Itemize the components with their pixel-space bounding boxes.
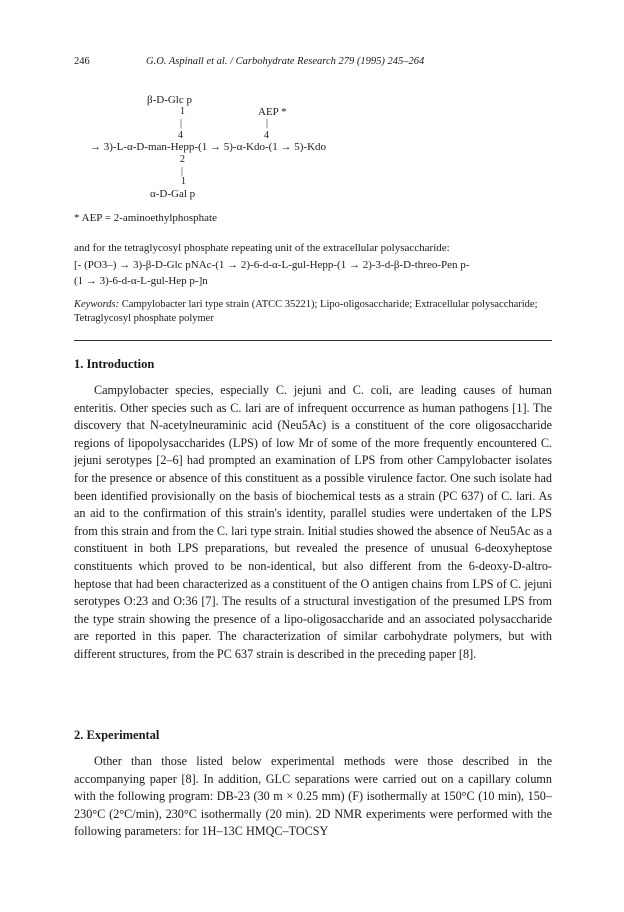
bond-position: 1	[181, 176, 186, 187]
keywords-text: Campylobacter lari type strain (ATCC 35221); Lipo-oligosaccharide; Extracellular polysaccharide; Tetraglycosyl phosphate polymer	[74, 299, 538, 324]
repeat-unit-line1: [- (PO3–) → 3)-β-D-Glc pNAc-(1 → 2)-6-d-α-L-gul-Hepp-(1 → 2)-3-d-β-D-threo-Pen p-	[74, 259, 470, 271]
section-heading-introduction: 1. Introduction	[74, 357, 155, 371]
bottom-sugar: α-D-Gal p	[150, 188, 196, 200]
branch-position: 2	[180, 154, 185, 165]
page-number: 246	[74, 56, 90, 67]
top-sugar: β-D-Glc p	[147, 94, 192, 106]
repeat-intro: and for the tetraglycosyl phosphate repeating unit of the extracellular polysaccharide:	[74, 242, 450, 254]
experimental-body	[74, 753, 552, 841]
backbone-chain: → 3)-L-α-D-man-Hepp-(1 → 5)-α-Kdo-(1 → 5)-Kdo	[90, 141, 327, 153]
separator-rule	[74, 340, 552, 341]
keywords	[74, 298, 552, 326]
bond-line: |	[181, 166, 184, 177]
link-position-right: 4	[264, 130, 269, 141]
link-position-left: 4	[178, 130, 183, 141]
running-title: G.O. Aspinall et al. / Carbohydrate Research 279 (1995) 245–264	[146, 56, 425, 67]
introduction-body	[74, 382, 552, 664]
bond-position: 1	[180, 106, 185, 117]
introduction-paragraph: Campylobacter species, especially C. jejuni and C. coli, are leading causes of human enteritis. Other species such as C. lari are of infrequent occurrence as human pathogens [1]. The discovery that N-acetylneuraminic acid (Neu5Ac) is a constituent of the core oligosaccharide regions of lipopolysaccharides (LPS) of low Mr of some of the more frequently encountered C. jejuni serotypes [2–6] had prompted an examination of LPS from other Campylobacter isolates for the presence or absence of this constituent as a possible virulence factor. One such isolate had been identified provisionally on the basis of biochemical tests as a strain (PC 637) of C. lari. As an aid to the confirmation of this strain's identity, parallel studies were undertaken of the LPS from this strain and from the C. lari type strain. Initial studies showed the absence of Neu5Ac as a constituent in both LPS preparations, but revealed the presence of unusual 6-deoxyheptose constituents which proved to be non-identical, but also different from the 6-deoxy-D-altro-heptose that had been characterized as a constituent of the O antigen chains from LPS of C. jejuni serotypes O:23 and O:36 [7]. The results of a structural investigation of the presumed LPS from the type strain showing the presence of a lipo-oligosaccharide and an associated polysaccharide are reported in this paper. The characterization of similar carbohydrate polymers, but with different structures, from the PC 637 strain is described in the preceding paper [8].	[74, 383, 552, 661]
section-heading-experimental: 2. Experimental	[74, 728, 160, 742]
bond-line: |	[266, 118, 269, 129]
experimental-paragraph: Other than those listed below experimental methods were those described in the accompanying paper [8]. In addition, GLC separations were carried out on a capillary column with the following program: DB-23 (30 m × 0.25 mm) (F) isothermally at 150°C (10 min), 150–230°C (2°C/min), 230°C isothermally (20 min). 2D NMR experiments were performed with the following parameters: for 1H–13C HMQC–TOCSY	[74, 754, 552, 839]
bond-line: |	[180, 118, 183, 129]
scheme-footnote: * AEP = 2-aminoethylphosphate	[74, 212, 217, 224]
aep-label: AEP *	[258, 106, 287, 118]
repeat-unit-line2: (1 → 3)-6-d-α-L-gul-Hep p-]n	[74, 275, 208, 287]
keywords-label: Keywords:	[74, 299, 120, 310]
